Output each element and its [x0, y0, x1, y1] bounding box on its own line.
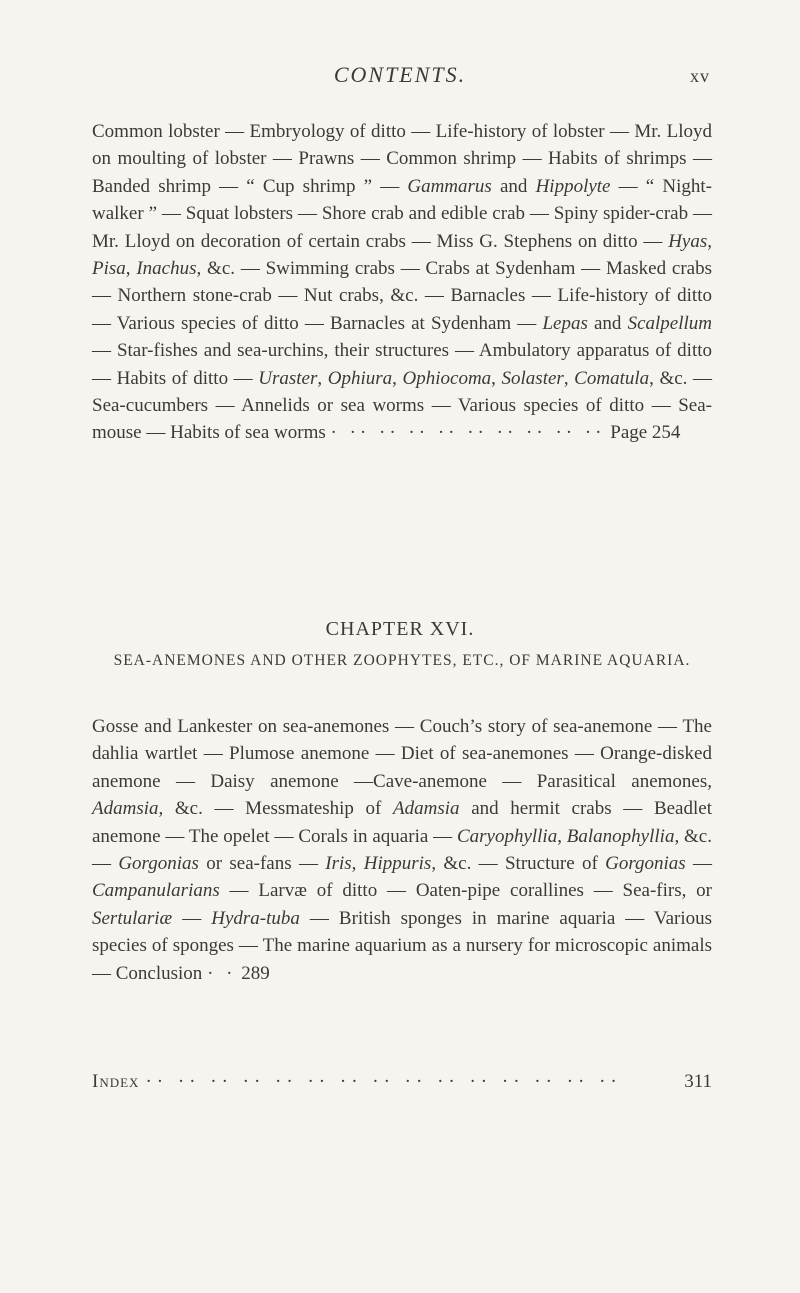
- text-run: ,: [491, 367, 502, 389]
- text-run: — Larvæ of ditto — Oaten-pipe corallines — Sea-firs, or: [219, 880, 712, 902]
- dot-leader: · ·· ·· ·· ·· ·· ·· ·· ·· ··: [330, 422, 606, 444]
- italic-term: Lepas: [542, 312, 588, 334]
- summary-text: [92, 716, 712, 984]
- italic-term: Hippolyte: [535, 175, 611, 197]
- italic-term: Hydra-tuba: [211, 907, 300, 929]
- text-run: Common lobster — Embryology of ditto — Life-history of lobster — Mr. Lloyd on moulting of lobster — Prawns — Common shrimp — Habits of shrimps — Banded shrimp — “ Cup shrimp ” —: [92, 121, 712, 197]
- text-run: ,: [351, 853, 364, 875]
- chapter-subtitle: SEA-ANEMONES AND OTHER ZOOPHYTES, ETC., OF MARINE AQUARIA.: [113, 652, 691, 669]
- chapter-xvi-summary: [92, 713, 712, 987]
- text-run: , &c. — Structure of: [431, 853, 606, 875]
- index-entry: [92, 1071, 712, 1093]
- italic-term: Gorgonias: [118, 853, 199, 875]
- text-run: and: [587, 312, 628, 334]
- index-label: Index: [92, 1071, 140, 1092]
- italic-term: Gammarus: [407, 175, 492, 197]
- page-header: [0, 62, 800, 92]
- text-run: — Star-fishes and sea-urchins, their structures — Ambulatory apparatus of ditto — Habits of ditto —: [92, 340, 712, 389]
- text-run: , &c. —: [92, 825, 712, 875]
- text-run: —: [685, 853, 713, 875]
- italic-term: Ophiura: [327, 367, 393, 389]
- summary-text: [92, 121, 712, 443]
- italic-term: Comatula: [574, 367, 650, 389]
- text-run: and: [491, 175, 536, 197]
- text-run: — British sponges in marine aquaria — Various species of sponges — The marine aquarium as a nursery for microscopic animals — Conclusion: [92, 907, 713, 984]
- text-run: Gosse and Lankester on sea-anemones — Couch’s story of sea-anemone — The dahlia wartlet — Plumose anemone — Diet of sea-anemones — Orange-disked anemone — Daisy anemone —Cave-anemone — Parasitical anemones,: [92, 716, 712, 792]
- italic-term: Adamsia: [92, 798, 159, 820]
- text-run: , &c. — Swimming crabs — Crabs at Sydenham — Masked crabs — Northern stone-crab — Nut crabs, &c. — Barnacles — Life-history of ditto — Various species of ditto — Barnacles at Sydenham —: [92, 258, 713, 334]
- page-reference: 289: [241, 962, 270, 984]
- running-head: CONTENTS.: [333, 62, 467, 87]
- page-reference: 311: [684, 1071, 712, 1092]
- page-number: xv: [690, 66, 710, 86]
- page-reference: Page 254: [610, 422, 681, 444]
- italic-term: Inachus: [136, 258, 197, 280]
- text-run: ,: [317, 367, 328, 389]
- text-run: ,: [707, 230, 712, 252]
- text-run: and hermit crabs — Beadlet anemone — The opelet — Corals in aquaria —: [92, 798, 712, 847]
- italic-term: Iris: [325, 853, 352, 875]
- text-run: , &c. — Messmateship of: [158, 798, 394, 820]
- italic-term: Gorgonias: [605, 853, 686, 875]
- italic-term: Hippuris: [363, 853, 432, 875]
- italic-term: Ophiocoma: [402, 367, 492, 389]
- chapter-heading: CHAPTER XVI.: [325, 618, 475, 640]
- italic-term: Campanularians: [92, 880, 220, 902]
- italic-term: Caryophyllia: [456, 825, 558, 847]
- text-run: or sea-fans —: [198, 853, 326, 875]
- italic-term: Hyas: [668, 230, 708, 252]
- dot-leader: · ·: [207, 962, 237, 984]
- text-run: —: [172, 907, 212, 929]
- text-run: ,: [125, 258, 137, 280]
- text-run: — “ Night-walker ” — Squat lobsters — Shore crab and edible crab — Spiny spider-crab — Mr. Lloyd on decoration of certain crabs — Miss G. Stephens on ditto —: [92, 175, 712, 252]
- text-run: ,: [392, 367, 403, 389]
- dot-leader: ·· ·· ·· ·· ·· ·· ·· ·· ·· ·· ·· ·· ·· ·· ··: [145, 1071, 622, 1092]
- text-run: ,: [563, 367, 575, 389]
- italic-term: Adamsia: [393, 798, 460, 820]
- text-run: ,: [557, 825, 567, 847]
- chapter-xv-summary: [92, 118, 712, 447]
- text-run: , &c. — Sea-cucumbers — Annelids or sea worms — Various species of ditto — Sea-mouse — Habits of sea worms: [92, 367, 713, 444]
- italic-term: Balanophyllia: [566, 825, 675, 847]
- italic-term: Sertulariæ: [92, 907, 173, 929]
- italic-term: Solaster: [501, 367, 564, 389]
- italic-term: Pisa: [92, 258, 126, 280]
- italic-term: Uraster: [258, 367, 318, 389]
- italic-term: Scalpellum: [627, 312, 712, 334]
